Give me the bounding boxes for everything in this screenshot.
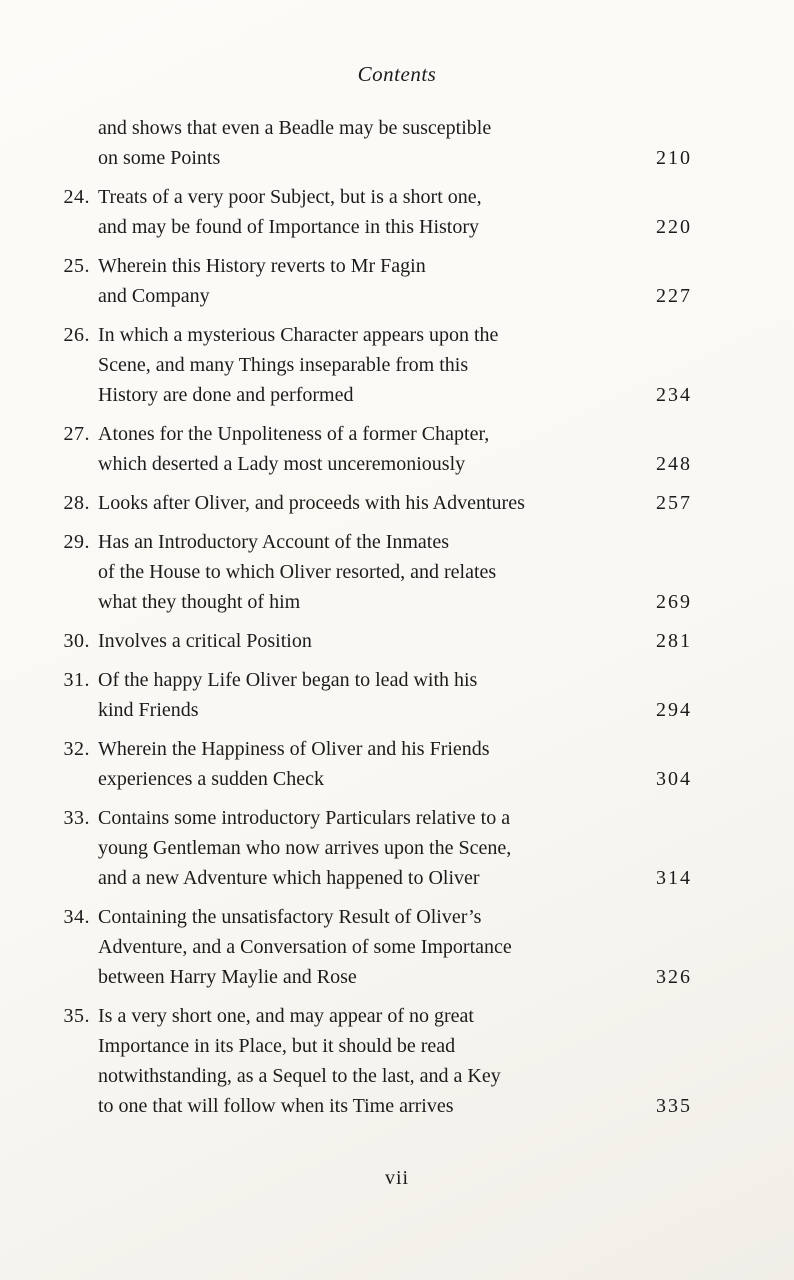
toc-entry-line — [98, 182, 692, 212]
toc-entry-text: Wherein the Happiness of Oliver and his Friends — [98, 738, 490, 760]
toc-entry-text: Looks after Oliver, and proceeds with his Adventures — [98, 492, 525, 514]
toc-chapter-number: 32. — [63, 738, 90, 760]
toc-entry-text: and Company — [98, 285, 210, 307]
toc-entry-text: Has an Introductory Account of the Inmates — [98, 531, 450, 553]
toc-entry-text: Contains some introductory Particulars relative to a — [98, 807, 511, 829]
toc-entry-lines — [98, 419, 692, 479]
toc-entry-text: on some Points — [98, 147, 221, 169]
toc-entry-text: Scene, and many Things inseparable from this — [98, 354, 469, 376]
toc-entry-line — [98, 626, 692, 656]
toc-entry-lines — [98, 803, 692, 893]
toc-page-number: 234 — [656, 384, 692, 406]
toc-entry-text: experiences a sudden Check — [98, 768, 325, 790]
toc-entry-line — [98, 1091, 692, 1121]
toc-chapter-number: 35. — [63, 1005, 90, 1027]
toc-entry-line — [98, 557, 692, 587]
toc-entry-line — [98, 143, 692, 173]
toc-entry-lines — [98, 665, 692, 725]
toc-entry-line — [98, 449, 692, 479]
toc-entry-text: Atones for the Unpoliteness of a former Chapter, — [98, 423, 490, 445]
toc-entry-line — [98, 833, 692, 863]
toc-entry — [58, 665, 692, 725]
toc-entry-text: Containing the unsatisfactory Result of Oliver’s — [98, 906, 482, 928]
toc-entry-text: between Harry Maylie and Rose — [98, 966, 357, 988]
toc-entry-line — [98, 1031, 692, 1061]
toc-entry-line — [98, 902, 692, 932]
toc-entry-line — [98, 932, 692, 962]
toc-page-number: 281 — [656, 630, 692, 652]
toc-entry — [58, 488, 692, 518]
toc-page-number: 220 — [656, 216, 692, 238]
toc-chapter-number: 27. — [63, 423, 90, 445]
toc-entry — [58, 803, 692, 893]
toc-chapter-number: 30. — [63, 630, 90, 652]
toc-chapter-number: 33. — [63, 807, 90, 829]
toc-entry-text: and shows that even a Beadle may be susceptible — [98, 117, 492, 139]
toc-entry-line — [98, 863, 692, 893]
toc-entry-text: notwithstanding, as a Sequel to the last, and a Key — [98, 1065, 501, 1087]
toc-entry-line — [98, 764, 692, 794]
toc-entry — [58, 419, 692, 479]
toc-entry-line — [98, 1001, 692, 1031]
toc-entry-text: to one that will follow when its Time arrives — [98, 1095, 454, 1117]
toc-entry-line — [98, 1061, 692, 1091]
toc-entry-text: Is a very short one, and may appear of no great — [98, 1005, 474, 1027]
page-title: Contents — [357, 62, 437, 86]
toc-entry-text: of the House to which Oliver resorted, and relates — [98, 561, 497, 583]
toc-entry-text: what they thought of him — [98, 591, 301, 613]
toc-entry-text: Importance in its Place, but it should be read — [98, 1035, 456, 1057]
toc-entry-line — [98, 734, 692, 764]
toc-entry-line — [98, 665, 692, 695]
toc-entry-text: and may be found of Importance in this History — [98, 216, 480, 238]
toc-page-number: 248 — [656, 453, 692, 475]
toc-entry-lines — [98, 626, 692, 656]
toc-entry-lines — [98, 251, 692, 311]
toc-entry-lines — [98, 113, 692, 173]
toc-entry-lines — [98, 902, 692, 992]
toc-entry-lines — [98, 182, 692, 242]
toc-list — [58, 113, 692, 1121]
toc-entry-lines — [98, 734, 692, 794]
toc-chapter-number — [58, 113, 98, 173]
toc-entry-text: and a new Adventure which happened to Oliver — [98, 867, 480, 889]
toc-entry-line — [98, 281, 692, 311]
toc-entry-text: kind Friends — [98, 699, 199, 721]
toc-page-number: 227 — [656, 285, 692, 307]
toc-entry-lines — [98, 320, 692, 410]
toc-entry — [58, 902, 692, 992]
toc-page-number: 314 — [656, 867, 692, 889]
toc-entry-line — [98, 380, 692, 410]
toc-page-number: 210 — [656, 147, 692, 169]
toc-entry — [58, 1001, 692, 1121]
toc-entry — [58, 527, 692, 617]
toc-entry-line — [98, 113, 692, 143]
toc-entry — [58, 626, 692, 656]
toc-entry-line — [98, 320, 692, 350]
toc-entry — [58, 734, 692, 794]
toc-chapter-number: 26. — [63, 324, 90, 346]
toc-entry-line — [98, 695, 692, 725]
toc-page-number: 294 — [656, 699, 692, 721]
toc-entry-text: Treats of a very poor Subject, but is a short one, — [98, 186, 482, 208]
toc-entry-line — [98, 419, 692, 449]
toc-entry-text: which deserted a Lady most unceremoniously — [98, 453, 466, 475]
page-number-footer: vii — [384, 1167, 410, 1189]
toc-entry — [58, 251, 692, 311]
toc-chapter-number: 29. — [63, 531, 90, 553]
toc-chapter-number: 34. — [63, 906, 90, 928]
toc-entry-line — [98, 251, 692, 281]
toc-page-number: 304 — [656, 768, 692, 790]
toc-entry-line — [98, 488, 692, 518]
toc-chapter-number: 25. — [63, 255, 90, 277]
toc-entry-text: Adventure, and a Conversation of some Importance — [98, 936, 512, 958]
toc-entry-lines — [98, 1001, 692, 1121]
toc-entry — [58, 182, 692, 242]
toc-entry-text: Wherein this History reverts to Mr Fagin — [98, 255, 426, 277]
toc-entry-text: Involves a critical Position — [98, 630, 312, 652]
toc-entry-text: young Gentleman who now arrives upon the Scene, — [98, 837, 512, 859]
toc-chapter-number: 28. — [63, 492, 90, 514]
toc-entry-lines — [98, 488, 692, 518]
toc-page-number: 326 — [656, 966, 692, 988]
toc-entry-line — [98, 350, 692, 380]
toc-page-number: 269 — [656, 591, 692, 613]
toc-entry-text: Of the happy Life Oliver began to lead with his — [98, 669, 478, 691]
toc-entry-lines — [98, 527, 692, 617]
toc-entry-line — [98, 803, 692, 833]
toc-entry-line — [98, 962, 692, 992]
toc-entry-text: History are done and performed — [98, 384, 354, 406]
toc-page-number: 257 — [656, 492, 692, 514]
toc-entry-text: In which a mysterious Character appears upon the — [98, 324, 499, 346]
toc-entry — [58, 320, 692, 410]
toc-entry — [58, 113, 692, 173]
toc-page-number: 335 — [656, 1095, 692, 1117]
toc-entry-line — [98, 587, 692, 617]
toc-entry-line — [98, 212, 692, 242]
toc-chapter-number: 24. — [63, 186, 90, 208]
toc-chapter-number: 31. — [63, 669, 90, 691]
toc-entry-line — [98, 527, 692, 557]
